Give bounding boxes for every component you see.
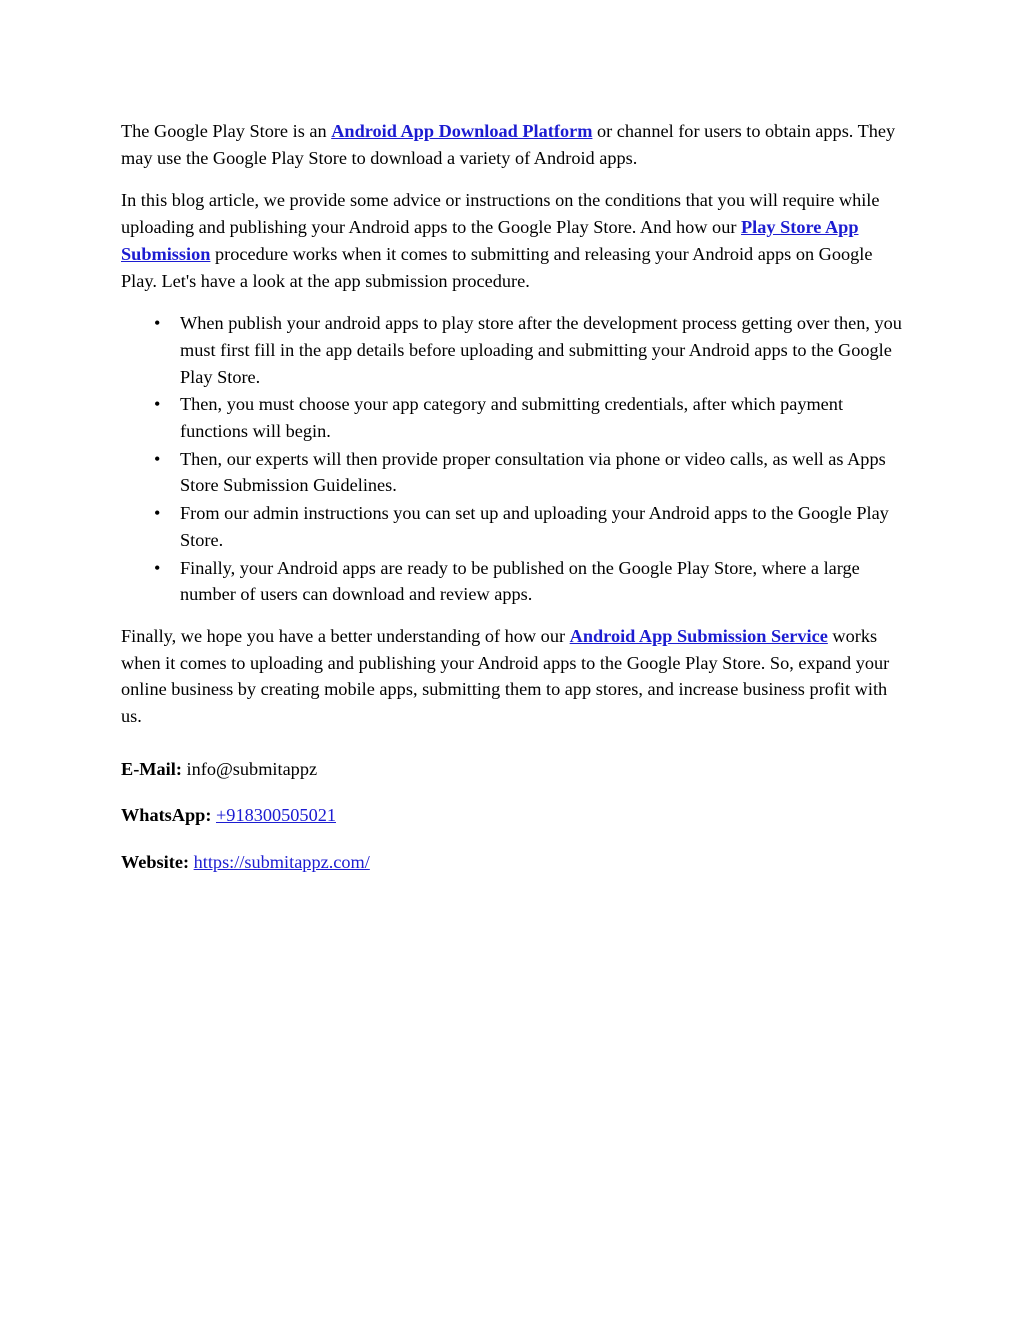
instructions-paragraph	[121, 187, 911, 294]
document-page	[121, 118, 911, 896]
bullet-icon: •	[154, 313, 161, 334]
intro-paragraph	[121, 118, 911, 171]
list-item-text: Finally, your Android apps are ready to be published on the Google Play Store, where a large number of users can download and review apps.	[180, 557, 860, 605]
android-app-submission-service-link[interactable]: Android App Submission Service	[569, 625, 828, 646]
whatsapp-label: WhatsApp:	[121, 805, 212, 826]
website-link[interactable]: https://submitappz.com/	[193, 852, 370, 873]
conclusion-paragraph	[121, 623, 911, 730]
email-line	[121, 756, 911, 783]
list-item-text: Then, you must choose your app category and submitting credentials, after which payment functions will begin.	[180, 394, 844, 442]
list-item-text: From our admin instructions you can set up and uploading your Android apps to the Google Play Store.	[180, 503, 889, 550]
list-item	[121, 500, 911, 553]
list-item-text: When publish your android apps to play store after the development process getting over then, you must first fill in the app details before uploading and submitting your Android apps to the Google Play Store.	[180, 313, 902, 387]
conclusion-text-before: Finally, we hope you have a better understanding of how our	[121, 625, 570, 646]
play-store-app-submission-link[interactable]: Play Store App Submission	[121, 217, 859, 264]
instructions-text-before: In this blog article, we provide some advice or instructions on the conditions that you will require while uploading and publishing your Android apps to the Google Play Store. And how our	[121, 190, 880, 238]
procedure-bullet-list	[121, 310, 911, 608]
list-item	[121, 310, 911, 390]
intro-text-before: The Google Play Store is an	[121, 121, 332, 141]
bullet-icon: •	[154, 448, 161, 469]
bullet-icon: •	[154, 503, 161, 524]
list-item	[121, 555, 911, 608]
list-item	[121, 391, 911, 444]
intro-text-after: or channel for users to obtain apps. They may use the Google Play Store to download a variety of Android apps.	[121, 121, 896, 168]
conclusion-text-after: works when it comes to uploading and publishing your Android apps to the Google Play Store. So, expand your online business by creating mobile apps, submitting them to app stores, and increase business profit with us.	[121, 625, 890, 727]
bullet-icon: •	[154, 557, 161, 578]
whatsapp-number-link[interactable]: +918300505021	[216, 805, 336, 826]
website-label: Website:	[121, 852, 190, 873]
instructions-text-after: procedure works when it comes to submitting and releasing your Android apps on Google Play. Let's have a look at the app submission procedure.	[121, 243, 873, 291]
whatsapp-line	[121, 802, 911, 829]
bullet-icon: •	[154, 394, 161, 415]
email-value: info@submitappz	[186, 758, 318, 779]
email-label: E-Mail:	[121, 758, 182, 779]
website-line	[121, 849, 911, 876]
list-item-text: Then, our experts will then provide proper consultation via phone or video calls, as well as Apps Store Submission Guidelines.	[180, 448, 886, 496]
android-app-download-platform-link[interactable]: Android App Download Platform	[331, 121, 593, 141]
list-item	[121, 446, 911, 499]
